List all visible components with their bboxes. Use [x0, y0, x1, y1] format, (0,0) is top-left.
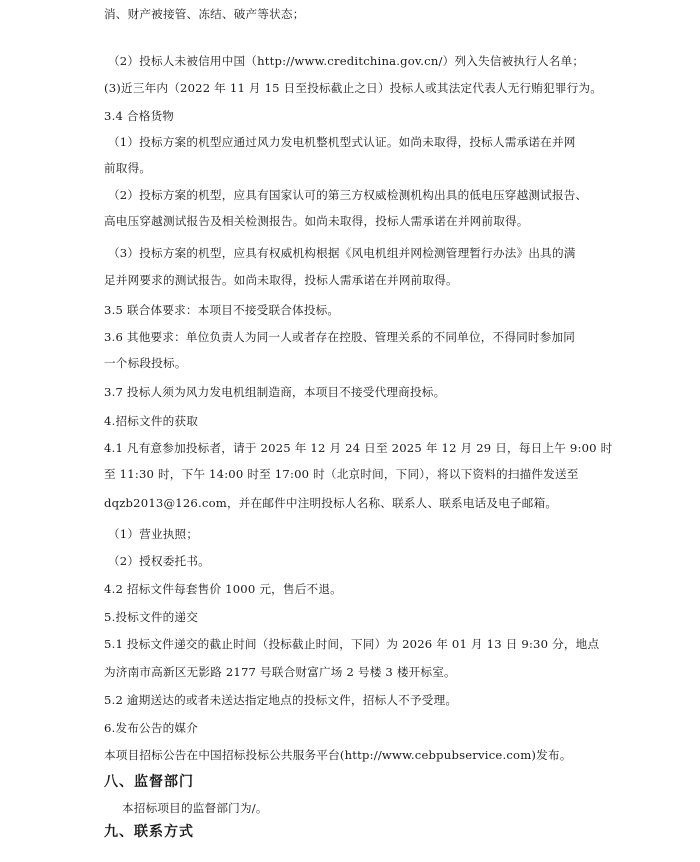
subsection-heading: 5.投标文件的递交 [104, 610, 199, 624]
text-line: 4.2 招标文件每套售价 1000 元，售后不退。 [104, 582, 342, 596]
text-line: 一个标段投标。 [104, 356, 187, 370]
subsection-heading: 6.发布公告的媒介 [104, 721, 199, 735]
text-line: 消、财产被接管、冻结、破产等状态； [104, 7, 305, 21]
supervision-text: 本招标项目的监督部门为/。 [122, 801, 268, 815]
text-line: 3.6 其他要求：单位负责人为同一人或者存在控股、管理关系的不同单位，不得同时参加同 [104, 330, 576, 344]
text-line: 足并网要求的测试报告。如尚未取得，投标人需承诺在并网前取得。 [104, 273, 458, 287]
text-line: 至 11:30 时，下午 14:00 时至 17:00 时（北京时间，下同），将以下资料的扫描件发送至 [104, 467, 579, 481]
text-line: 3.7 投标人须为风力发电机组制造商，本项目不接受代理商投标。 [104, 385, 446, 399]
subsection-heading: 4.招标文件的获取 [104, 414, 199, 428]
text-line: 本项目招标公告在中国招标投标公共服务平台(http://www.cebpubservice.com)发布。 [104, 748, 572, 762]
list-item: （2）授权委托书。 [108, 554, 210, 568]
text-line: 为济南市高新区无影路 2177 号联合财富广场 2 号楼 3 楼开标室。 [104, 665, 456, 679]
section-heading-contact: 九、联系方式 [104, 824, 194, 840]
text-line: （2）投标人未被信用中国（http://www.creditchina.gov.cn/）列入失信被执行人名单； [108, 54, 585, 68]
subsection-heading: 3.4 合格货物 [104, 109, 175, 123]
text-line: （1）投标方案的机型应通过风力发电机整机型式认证。如尚未取得，投标人需承诺在并网 [108, 135, 576, 149]
text-line: (3)近三年内（2022 年 11 月 15 日至投标截止之日）投标人或其法定代表人无行贿犯罪行为。 [104, 81, 603, 95]
text-line: 5.1 投标文件递交的截止时间（投标截止时间，下同）为 2026 年 01 月 13 日 9:30 分，地点 [104, 637, 600, 651]
text-line: （3）投标方案的机型，应具有权威机构根据《风电机组并网检测管理暂行办法》出具的满 [108, 246, 576, 260]
text-line: 5.2 逾期送达的或者未送达指定地点的投标文件，招标人不予受理。 [104, 693, 458, 707]
text-line: dqzb2013@126.com，并在邮件中注明投标人名称、联系人、联系电话及电子邮箱。 [104, 496, 558, 510]
section-heading-supervision: 八、监督部门 [104, 774, 194, 790]
text-line: （2）投标方案的机型，应具有国家认可的第三方权威检测机构出具的低电压穿越测试报告、 [108, 188, 588, 202]
text-line: 4.1 凡有意参加投标者，请于 2025 年 12 月 24 日至 2025 年 12 月 29 日，每日上午 9:00 时 [104, 441, 613, 455]
list-item: （1）营业执照； [108, 527, 199, 541]
text-line: 高电压穿越测试报告及相关检测报告。如尚未取得，投标人需承诺在并网前取得。 [104, 214, 529, 228]
text-line: 前取得。 [104, 161, 152, 175]
text-line: 3.5 联合体要求：本项目不接受联合体投标。 [104, 303, 340, 317]
